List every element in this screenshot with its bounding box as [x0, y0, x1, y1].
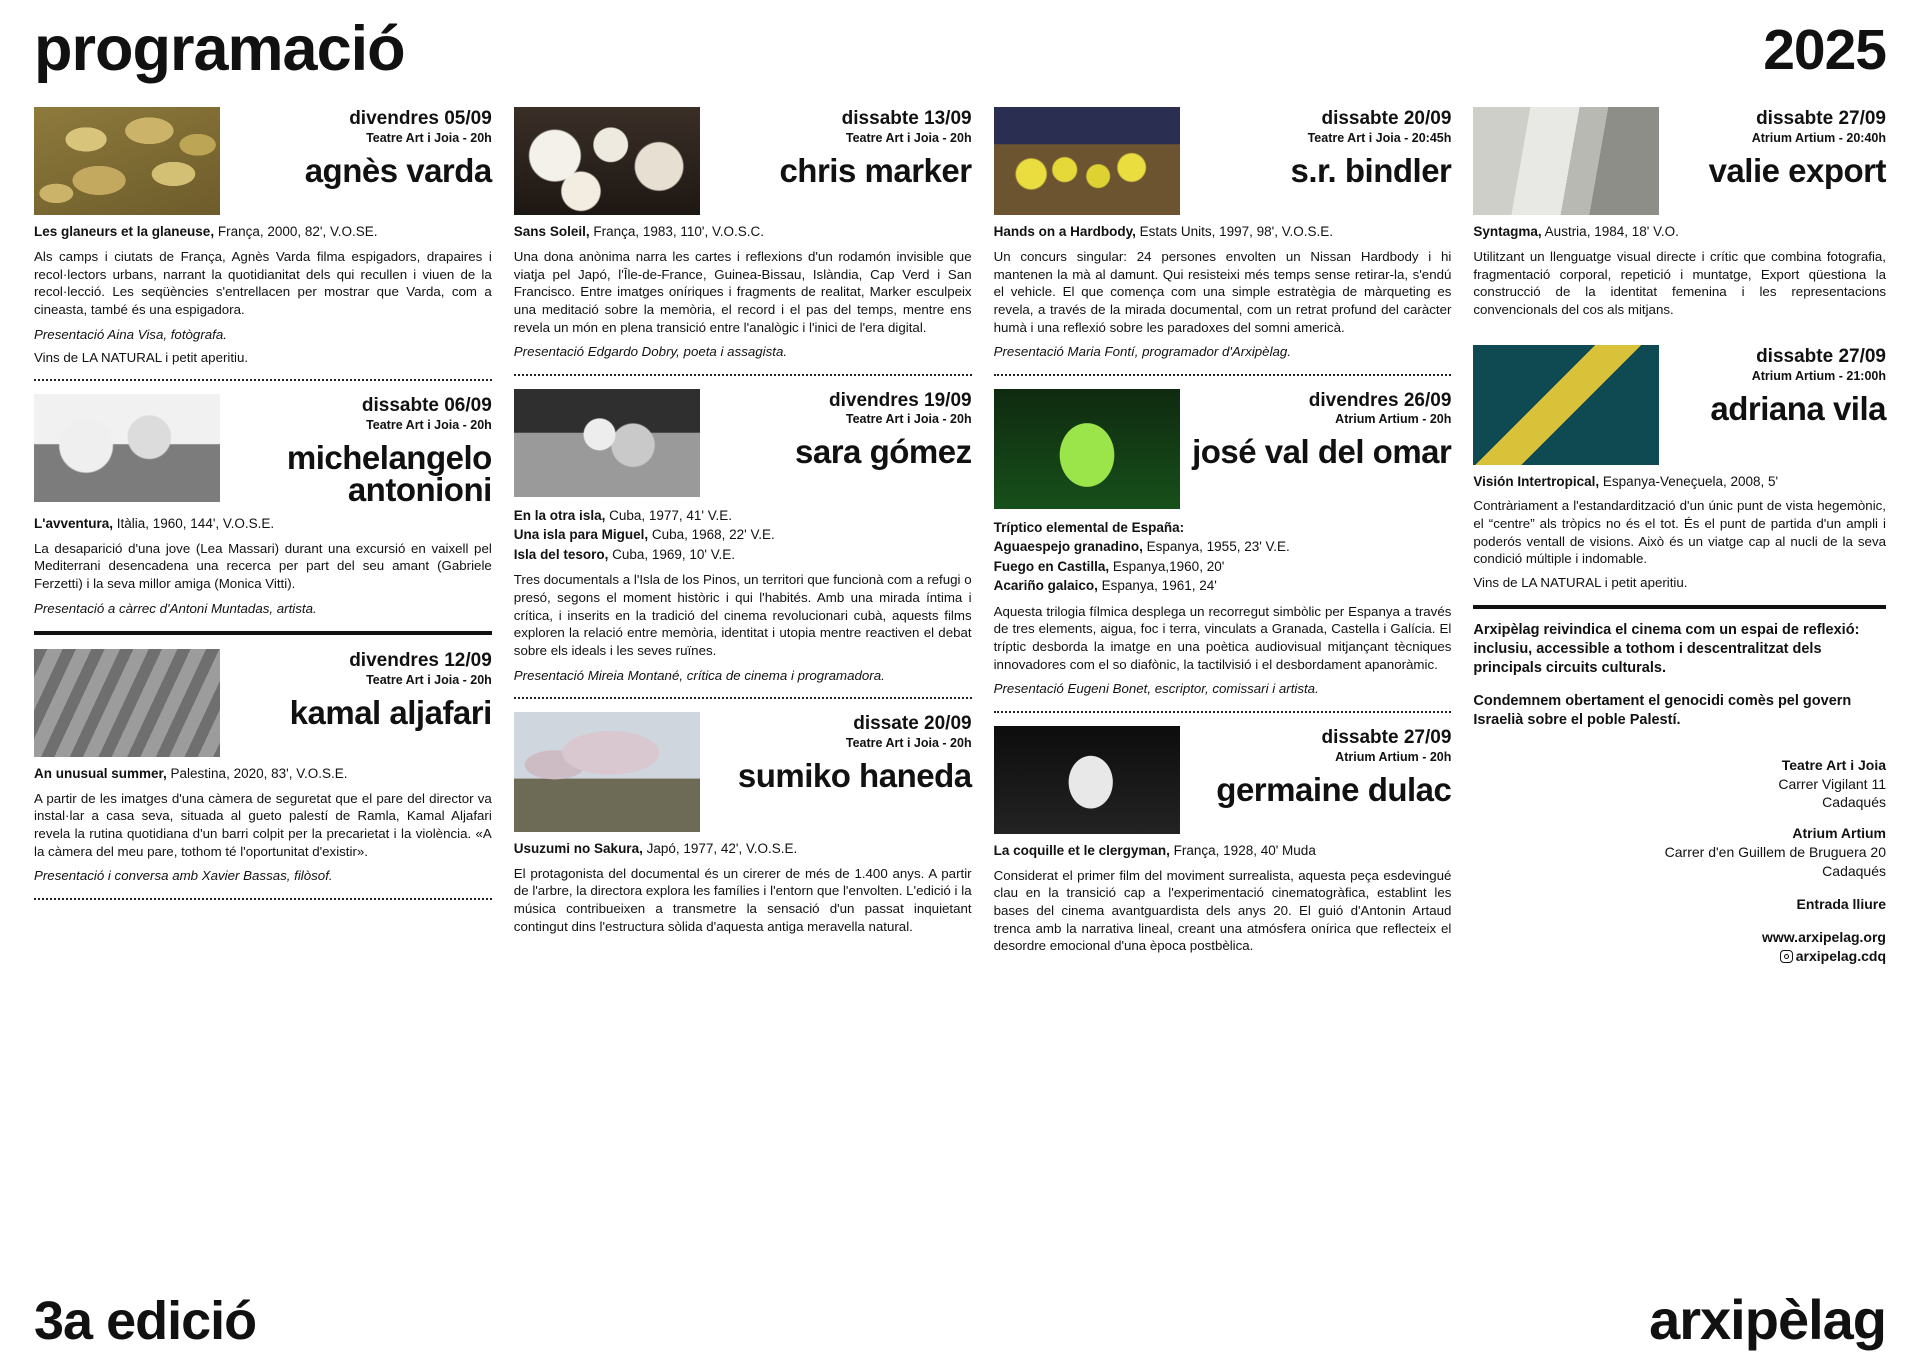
column-3 — [994, 107, 1452, 966]
entry-presentation: Presentació i conversa amb Xavier Bassas, filòsof. — [34, 868, 333, 884]
program-entry[interactable] — [994, 726, 1452, 955]
edition-label: 3a edició — [34, 1291, 257, 1351]
entry-author: s.r. bindler — [1290, 151, 1452, 189]
film-meta: Japó, 1977, 42', V.O.S.E. — [642, 840, 798, 856]
divider-dotted — [34, 898, 492, 900]
film-line — [514, 525, 972, 545]
page-title: programació — [34, 14, 405, 84]
entry-description: Utilitzant un llenguatge visual directe i crític que combina fotografia, fragmentació corporal, repetició i muntatge, Export qüestiona la construcció de la identitat femenina i les representacions convencionals del cos als mitjans. — [1473, 248, 1886, 317]
film-meta: Espanya, 1961, 24' — [1097, 578, 1217, 594]
entry-author: josé val del omar — [1192, 433, 1452, 471]
entry-author: germaine dulac — [1216, 770, 1452, 808]
film-line — [34, 516, 492, 533]
instagram-label: arxipelag.cdq — [1795, 947, 1886, 964]
film-thumbnail — [1473, 345, 1659, 465]
film-thumbnail — [514, 389, 700, 497]
entry-author: adriana vila — [1710, 389, 1886, 427]
entry-author: chris marker — [779, 151, 972, 189]
film-title: Hands on a Hardbody, — [993, 224, 1136, 239]
film-line — [514, 224, 972, 241]
entry-header — [994, 389, 1452, 509]
entry-venue: Teatre Art i Joia - 20h — [366, 418, 492, 433]
program-entry[interactable] — [1473, 107, 1886, 319]
entry-venue: Atrium Artium - 21:00h — [1751, 368, 1886, 383]
entry-extra: Vins de LA NATURAL i petit aperitiu. — [1473, 575, 1688, 591]
film-title: Aguaespejo granadino, — [993, 539, 1143, 555]
film-line — [514, 545, 972, 565]
entry-presentation: Presentació Edgardo Dobry, poeta i assagista. — [513, 344, 788, 360]
venue-2-name: Atrium Artium — [1792, 825, 1886, 842]
film-list — [514, 506, 972, 565]
year-label: 2025 — [1763, 18, 1886, 82]
film-line — [514, 506, 972, 526]
brand-logo: arxipèlag — [1649, 1288, 1886, 1351]
divider-dotted — [994, 711, 1452, 713]
divider-dotted — [514, 374, 972, 376]
entry-titleblock — [1671, 345, 1886, 425]
venues-info — [1473, 756, 1886, 966]
divider-thick — [34, 631, 492, 635]
film-title: Visión Intertropical, — [1473, 473, 1600, 489]
entry-author: sara gómez — [795, 433, 972, 471]
entry-description: El protagonista del documental és un cirerer de més de 1.400 anys. A partir de l'arbre, la directora explora les famílies i l'entorn que l'envolten. L'edició i la música contribueixen a transmetre la sensació d'un passat inquietant contingut dins l'estructura sòlida d'aquesta antiga meravella natural. — [513, 865, 972, 934]
film-thumbnail — [1473, 107, 1659, 215]
venue-1-street: Carrer Vigilant 11 — [1778, 775, 1886, 792]
entry-date: divendres 12/09 — [349, 649, 492, 671]
film-meta: Espanya,1960, 20' — [1109, 558, 1225, 574]
entry-date: dissabte 13/09 — [841, 108, 972, 129]
entry-venue: Teatre Art i Joia - 20h — [845, 130, 972, 145]
column-4 — [1473, 107, 1886, 966]
entry-presentation: Presentació Maria Fontí, programador d'Arxipèlag. — [993, 344, 1292, 360]
film-thumbnail — [994, 389, 1180, 509]
entry-author: agnès varda — [304, 151, 492, 189]
film-thumbnail — [34, 649, 220, 757]
spacer — [1473, 327, 1886, 345]
film-meta: Cuba, 1968, 22' V.E. — [648, 527, 775, 543]
film-thumbnail — [34, 394, 220, 502]
film-title: Syntagma, — [1473, 224, 1542, 239]
admission-label: Entrada lliure — [1796, 895, 1886, 912]
entry-date: dissabte 27/09 — [1321, 726, 1452, 748]
entry-header — [34, 649, 492, 757]
venue-2-street: Carrer d'en Guillem de Bruguera 20 — [1664, 844, 1886, 861]
entry-extra: Vins de LA NATURAL i petit aperitiu. — [34, 349, 249, 365]
film-title: L'avventura, — [34, 515, 113, 531]
entry-author: kamal aljafari — [289, 693, 492, 731]
entry-venue: Atrium Artium - 20:40h — [1751, 130, 1886, 145]
entry-titleblock — [712, 712, 972, 792]
program-entry[interactable] — [34, 394, 492, 617]
film-meta: França, 1928, 40' Muda — [1169, 842, 1316, 858]
entry-venue: Atrium Artium - 20h — [1335, 749, 1452, 764]
film-line — [994, 843, 1452, 860]
film-line — [34, 224, 492, 241]
entry-description: Als camps i ciutats de França, Agnès Varda filma espigadors, drapaires i recol·lectors urbans, narrant la quotidianitat dels qui recullen i viuen de la recol·lecció. Les seqüències s'entrellacen per mostrar que Varda, com a cineasta, també és una espigadora. — [34, 248, 492, 317]
instagram-handle[interactable] — [1473, 947, 1886, 966]
film-thumbnail — [34, 107, 220, 215]
film-thumbnail — [514, 107, 700, 215]
entry-header — [34, 394, 492, 507]
entry-description: Aquesta trilogia fílmica desplega un recorregut simbòlic per Espanya a través de tres elements, aigua, foc i terra, vinculats a Granada, Castella i Galícia. El tríptic desborda la imatge en una poètica audiovisual mitjançant tècniques innovadores com el so diafònic, la tactilvisió i el desbordament apanoràmic. — [993, 603, 1452, 672]
film-meta: França, 2000, 82', V.O.SE. — [214, 224, 378, 239]
spacer — [1473, 812, 1886, 824]
entry-titleblock — [232, 649, 492, 729]
entry-date: divendres 05/09 — [349, 108, 492, 129]
instagram-icon — [1780, 950, 1793, 963]
entry-description: Contràriament a l'estandardització d'un únic punt de vista hegemònic, el “centre” als tròpics no és el tot. És el punt de partida d'un ampli i poderós ventall de visions. Això és un viatge cap al nucli de la seva condició múltiple i indomable. — [1473, 498, 1886, 567]
entry-description: Una dona anònima narra les cartes i reflexions d'un rodamón invisible que viatja pel Japó, l'Île-de-France, Guinea-Bissau, Islàndia, Cap Verd i San Francisco. Entre imatges oníriques i fragments de realitat, Marker esculpeix una meditació sobre la memòria, el record i el pas del temps, mentre ens revela un món en plena transició entre l'analògic i l'inici de l'era digital. — [513, 248, 972, 335]
film-title: An unusual summer, — [34, 765, 167, 781]
film-title: Una isla para Miguel, — [513, 527, 649, 543]
entry-venue: Teatre Art i Joia - 20:45h — [1307, 130, 1452, 145]
film-title: Usuzumi no Sakura, — [513, 840, 643, 856]
entry-titleblock — [1192, 107, 1452, 187]
entry-titleblock — [1671, 107, 1886, 187]
film-thumbnail — [994, 726, 1180, 834]
film-group-heading: Tríptico elemental de España: — [993, 519, 1185, 535]
film-meta: Palestina, 2020, 83', V.O.S.E. — [166, 765, 348, 781]
film-title: En la otra isla, — [513, 507, 606, 523]
entry-venue: Atrium Artium - 20h — [1335, 412, 1452, 427]
entry-presentation: Presentació Eugeni Bonet, escriptor, comissari i artista. — [993, 681, 1319, 697]
entry-titleblock — [232, 394, 492, 507]
page-footer — [34, 1288, 1886, 1351]
entry-venue: Teatre Art i Joia - 20h — [366, 130, 492, 145]
entry-presentation: Presentació Mireia Montané, crítica de cinema i programadora. — [513, 667, 885, 683]
entry-titleblock — [1192, 726, 1452, 806]
entry-date: dissabte 27/09 — [1756, 108, 1886, 129]
entry-header — [994, 726, 1452, 834]
entry-header — [514, 107, 972, 215]
entry-venue: Teatre Art i Joia - 20h — [845, 735, 972, 750]
film-meta: Austria, 1984, 18' V.O. — [1541, 224, 1679, 239]
entry-author: sumiko haneda — [737, 756, 972, 794]
entry-header — [994, 107, 1452, 215]
venue-1-city: Cadaqués — [1822, 794, 1886, 811]
statement-mission: Arxipèlag reivindica el cinema com un espai de reflexió: inclusiu, accessible a tothom i descentralitzat dels principals circuits culturals. — [1473, 622, 1860, 677]
column-2 — [514, 107, 972, 966]
film-title: Acariño galaico, — [993, 578, 1098, 594]
entry-header — [1473, 345, 1886, 465]
film-line — [994, 576, 1452, 596]
entry-description: La desaparició d'una jove (Lea Massari) durant una excursió en vaixell pel Mediterrani desencadena una recerca per part del seu amant (Gabriele Ferzetti) i la seva millor amiga (Monica Vitti). — [34, 540, 492, 591]
program-entry[interactable] — [994, 389, 1452, 698]
program-entry[interactable] — [1473, 345, 1886, 592]
entry-date: divendres 19/09 — [829, 389, 972, 411]
entry-description: Un concurs singular: 24 persones envolten un Nissan Hardbody i hi mantenen la mà al damunt. Qui resisteixi més temps sense retirar-la, s'endú el vehicle. El que comença com una simple estratègia de màrqueting es revela, a través de la mirada documental, com un retrat profund del caràcter humà i una reflexió sobre les paradoxes del somni americà. — [993, 248, 1452, 335]
venue-2-city: Cadaqués — [1822, 863, 1886, 880]
program-entry[interactable] — [994, 107, 1452, 361]
entry-titleblock — [712, 107, 972, 187]
film-title: Isla del tesoro, — [513, 546, 609, 562]
divider-dotted — [994, 374, 1452, 376]
film-list — [994, 518, 1452, 596]
film-meta: França, 1983, 110', V.O.S.C. — [589, 224, 765, 239]
film-meta: Cuba, 1977, 41' V.E. — [605, 507, 733, 523]
divider-dotted — [34, 379, 492, 381]
entry-author: michelangelo antonioni — [286, 439, 492, 509]
program-entry[interactable] — [34, 107, 492, 366]
entry-header — [514, 712, 972, 832]
entry-header — [34, 107, 492, 215]
film-line — [994, 557, 1452, 577]
film-line — [514, 841, 972, 858]
film-title: Fuego en Castilla, — [993, 558, 1110, 574]
program-entry[interactable] — [514, 389, 972, 684]
program-entry[interactable] — [34, 649, 492, 885]
entry-header — [514, 389, 972, 497]
film-meta: Itàlia, 1960, 144', V.O.S.E. — [113, 515, 275, 531]
program-entry[interactable] — [514, 107, 972, 361]
entry-description: Considerat el primer film del moviment surrealista, aquesta peça esdevingué clau en la transició cap a l'experimentació cinematogràfica, establint les bases del cinema avantguardista dels anys 20. El guió d'Antonin Artaud trenca amb la narrativa lineal, creant una atmósfera onírica que reflecteix el desordre emocional d'una època postbèlica. — [993, 867, 1452, 954]
entry-date: dissabte 27/09 — [1756, 345, 1886, 367]
film-title: La coquille et le clergyman, — [993, 842, 1170, 858]
film-meta: Espanya, 1955, 23' V.E. — [1142, 539, 1290, 555]
film-meta: Cuba, 1969, 10' V.E. — [608, 546, 736, 562]
entry-presentation: Presentació Aina Visa, fotògrafa. — [34, 326, 227, 342]
entry-titleblock — [232, 107, 492, 187]
entry-venue: Teatre Art i Joia - 20h — [845, 412, 972, 427]
film-line — [1473, 474, 1886, 491]
entry-titleblock — [1192, 389, 1452, 469]
entry-titleblock — [712, 389, 972, 469]
entry-header — [1473, 107, 1886, 215]
entry-author: valie export — [1708, 151, 1886, 189]
website-link[interactable]: www.arxipelag.org — [1762, 928, 1886, 945]
film-thumbnail — [994, 107, 1180, 215]
film-meta: Espanya-Veneçuela, 2008, 5' — [1599, 473, 1779, 489]
entry-date: dissate 20/09 — [853, 712, 972, 734]
film-line — [994, 537, 1452, 557]
entry-venue: Teatre Art i Joia - 20h — [366, 672, 492, 687]
film-meta: Estats Units, 1997, 98', V.O.S.E. — [1135, 224, 1334, 239]
film-line — [34, 766, 492, 783]
entry-presentation: Presentació a càrrec d'Antoni Muntadas, artista. — [34, 600, 317, 616]
entry-date: divendres 26/09 — [1308, 389, 1452, 411]
entry-description: A partir de les imatges d'una càmera de seguretat que el pare del director va instal·lar a casa seva, situada al gueto palestí de Ramla, Kamal Aljafari revela la rutina quotidiana d'un barri colpit per la precarietat i la violència. «A la càmera del meu pare, tothom té l'oportunitat d'existir». — [34, 790, 492, 859]
program-entry[interactable] — [514, 712, 972, 936]
column-1 — [34, 107, 492, 966]
venue-1-name: Teatre Art i Joia — [1781, 756, 1886, 773]
entry-description: Tres documentals a l'Isla de los Pinos, un territori que funcionà com a refugi o presó, segons el moment històric i qui l'habités. Amb una mirada íntima i crítica, i inserits en la tradició del cinema revolucionari cubà, aquests films exploren la relació entre memòria, identitat i utopia mentre reactiven el debat sobre els ideals i les seves ruïnes. — [513, 572, 972, 658]
page-header — [34, 14, 1886, 84]
festival-statement — [1473, 605, 1886, 729]
statement-solidarity: Condemnem obertament el genocidi comès pel govern Israelià sobre el poble Palestí. — [1473, 692, 1852, 728]
program-columns — [34, 107, 1886, 966]
entry-date: dissabte 20/09 — [1321, 108, 1452, 129]
divider-dotted — [514, 697, 972, 699]
film-title: Les glaneurs et la glaneuse, — [34, 224, 215, 239]
entry-date: dissabte 06/09 — [361, 395, 492, 417]
film-title: Sans Soleil, — [513, 224, 590, 239]
film-line — [1473, 224, 1886, 241]
film-thumbnail — [514, 712, 700, 832]
film-line — [994, 224, 1452, 241]
